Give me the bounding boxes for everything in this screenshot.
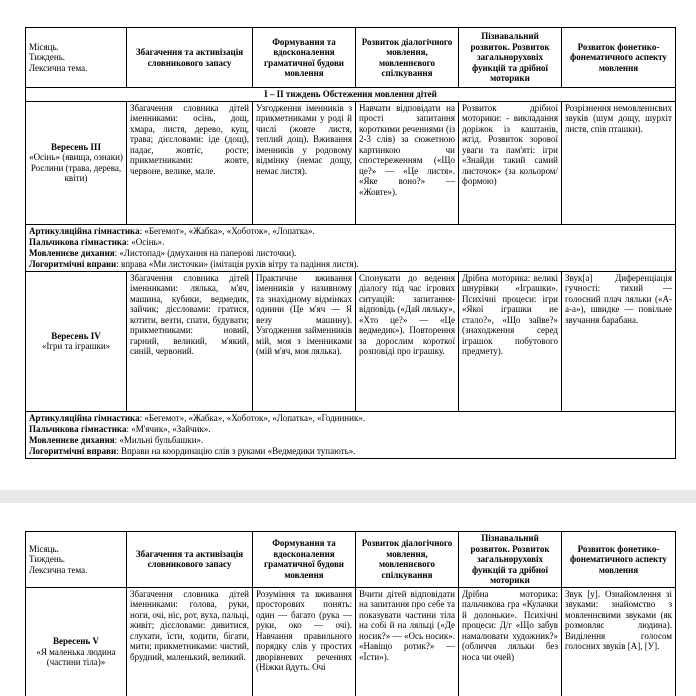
week4-grammar: Практичне вживання іменників у називному та знахідному відмінках однини (Це м'яч — Я везу машину). Узгодження займенників мій, моя з іменниками (мій м'яч, моя лялька).	[253, 271, 356, 411]
plan-table-1	[25, 27, 676, 459]
header-phonetic: Розвиток фонетико-фонематичного аспекту мовлення	[562, 28, 676, 88]
week5-vocab: Збагачення словника дітей іменниками: голова, руки, ноги, очі, ніс, рот, вуха, пальці, живіт; дієсловами: дивитися, слухати, їсти, ходити, бігати, мити; прикметниками: чистий, брудний, маленький, великий.	[127, 587, 253, 696]
breath-line: Мовленнєве дихання: «Мильні бульбашки».	[29, 434, 204, 445]
finger-line: Пальчикова гімнастика: «М'ячик», «Зайчик».	[29, 423, 211, 434]
week3-date: Вересень ІІІ	[51, 141, 101, 152]
week3-vocab: Збагачення словника дітей іменниками: осінь, дощ, хмара, листя, дерево, кущ, трава; дієсловами: іде (дощ), падає, жовтіє, росте; прикметниками: жовте, червоне, велике, мале.	[127, 101, 253, 224]
section-title: І – ІІ тиждень Обстеження мовлення дітей	[26, 88, 676, 102]
header-cognitive: Пізнавальний розвиток. Розвиток загальноруховіх функцій та дрібної моторики	[459, 532, 562, 588]
rhythm-line: Логоритмічні вправи: вправа «Ми листочки» (імітація рухів вітру та падіння листя).	[29, 258, 359, 269]
notes-week4	[26, 411, 676, 458]
notes-row-week4	[26, 411, 676, 458]
week5-phonetic: Звук [у]. Ознайомлення зі звуками: знайомство з мовленнєвими звуками (як розмовляє людина). Виділення голосом голосних звуків [А], [У].	[562, 587, 676, 696]
plan-table-2	[25, 531, 676, 696]
week4-date: Вересень ІV	[51, 330, 101, 341]
table-row-week3	[26, 101, 676, 224]
notes-week3	[26, 224, 676, 271]
page-gap	[0, 490, 696, 503]
header-dialog: Розвиток діалогічного мовлення, мовленнєвого спілкування	[356, 532, 459, 588]
week5-grammar: Розуміння та вживання просторових понять: один — багато (рука — руки, око — очі). Навчання правильного порядку слів у простих дворівневих реченнях (Ніжки йдуть. Очі	[253, 587, 356, 696]
week4-cognitive: Дрібна моторика: великі шнурівки «Іграшки». Психічні процеси: ігри «Якої іграшки не стало?», «Що зайве?» (знаходження серед іграшок побутового предмету).	[459, 271, 562, 411]
table-header-row	[26, 532, 676, 588]
artic-line: Артикуляційна гімнастика: «Бегемот», «Жабка», «Хоботок», «Лопатка».	[29, 225, 315, 236]
finger-line: Пальчикова гімнастика: «Осінь».	[29, 236, 165, 247]
week4-dialog: Спонукати до ведення діалогу під час ігрових ситуацій: запитання-відповідь («Дай ляльку», «Хто це?» — «Це ведмедик»). Повторення за дорослим короткої розповіді про іграшку.	[356, 271, 459, 411]
header-phonetic: Розвиток фонетико-фонематичного аспекту мовлення	[562, 532, 676, 588]
notes-row-week3	[26, 224, 676, 271]
week3-cognitive: Розвиток дрібної моторики: - викладання доріжок із каштанів, жгід. Розвиток зорової уваги та пам'яті: ігри «Знайди такий самий листочок» (за кольором/формою)	[459, 101, 562, 224]
header-month-week-theme: Місяць. Тиждень. Лексична тема.	[26, 532, 127, 588]
table-row-week4	[26, 271, 676, 411]
week5-date: Вересень V	[53, 636, 99, 647]
table-row-week5	[26, 587, 676, 696]
header-vocabulary: Збагачення та активізація словникового запасу	[127, 532, 253, 588]
week3-grammar: Узгодження іменників з прикметниками у роді й числі (жовте листя, теплий дощ). Вживання іменників у родовому відмінку (немає дощу, немає листя).	[253, 101, 356, 224]
header-grammar: Формування та вдосконалення граматичної будови мовлення	[253, 28, 356, 88]
artic-line: Артикуляційна гімнастика: «Бегемот», «Жабка», «Хоботок», «Лопатка», «Годинник».	[29, 412, 366, 423]
document-page-2	[0, 503, 696, 696]
header-vocabulary: Збагачення та активізація словникового запасу	[127, 28, 253, 88]
header-dialog: Розвиток діалогічного мовлення, мовленнєвого спілкування	[356, 28, 459, 88]
rhythm-line: Логоритмічні вправи: Вправи на координацію слів з руками «Ведмедики тупають».	[29, 445, 356, 456]
week5-cell	[26, 587, 127, 696]
section-title-row	[26, 88, 676, 102]
week5-cognitive: Дрібна моторика: пальчикова гра «Кулачки й долоньки». Психічні процеси: Д/г «Що забув намалювати художник?» (обличчя ляльки без носа чи очей)	[459, 587, 562, 696]
week3-phonetic: Розрізнення немовленнєвих звуків (шум дощу, шурхіт листя, спів пташки).	[562, 101, 676, 224]
table-header-row	[26, 28, 676, 88]
header-cognitive: Пізнавальний розвиток. Розвиток загальноруховіх функцій та дрібної моторики	[459, 28, 562, 88]
breath-line: Мовленнєве дихання: «Листопад» (дмухання на паперові листочки).	[29, 247, 297, 258]
week3-dialog: Навчати відповідати на прості запитання короткими реченнями (із 2-3 слів) за сюжетною картинкою чи спостереженням («Що це?» — «Це листя». «Яке воно?» — «Жовте»).	[356, 101, 459, 224]
week3-cell	[26, 101, 127, 224]
week5-theme: «Я маленька людина (частини тіла)»	[36, 646, 116, 668]
header-month-week-theme: Місяць. Тиждень. Лексична тема.	[26, 28, 127, 88]
week4-theme: «Ігри та іграшки»	[41, 341, 111, 351]
week5-dialog: Вчити дітей відповідати на запитання про себе та показувати частини тіла на собі й на ляльці («Де носик?» — «Ось носик». «Навіщо ротик?» — «Їсти»).	[356, 587, 459, 696]
week4-vocab: Збагачення словника дітей іменниками: лялька, м'яч, машина, кубики, ведмедик, зайчик; дієсловами: гратися, котити, везти, спати, будувати; прикметниками: новий, гарний, великий, м'який, синій, червоний.	[127, 271, 253, 411]
week4-cell	[26, 271, 127, 411]
header-grammar: Формування та вдосконалення граматичної будови мовлення	[253, 532, 356, 588]
week3-theme: «Осінь» (явища, ознаки) Рослини (трава, дерева, квіти)	[29, 152, 123, 183]
week4-phonetic: Звук[а] Диференціація гучності: тихий — голосний плач ляльки («А-а-а»), швидке — повільне звучання барабана.	[562, 271, 676, 411]
